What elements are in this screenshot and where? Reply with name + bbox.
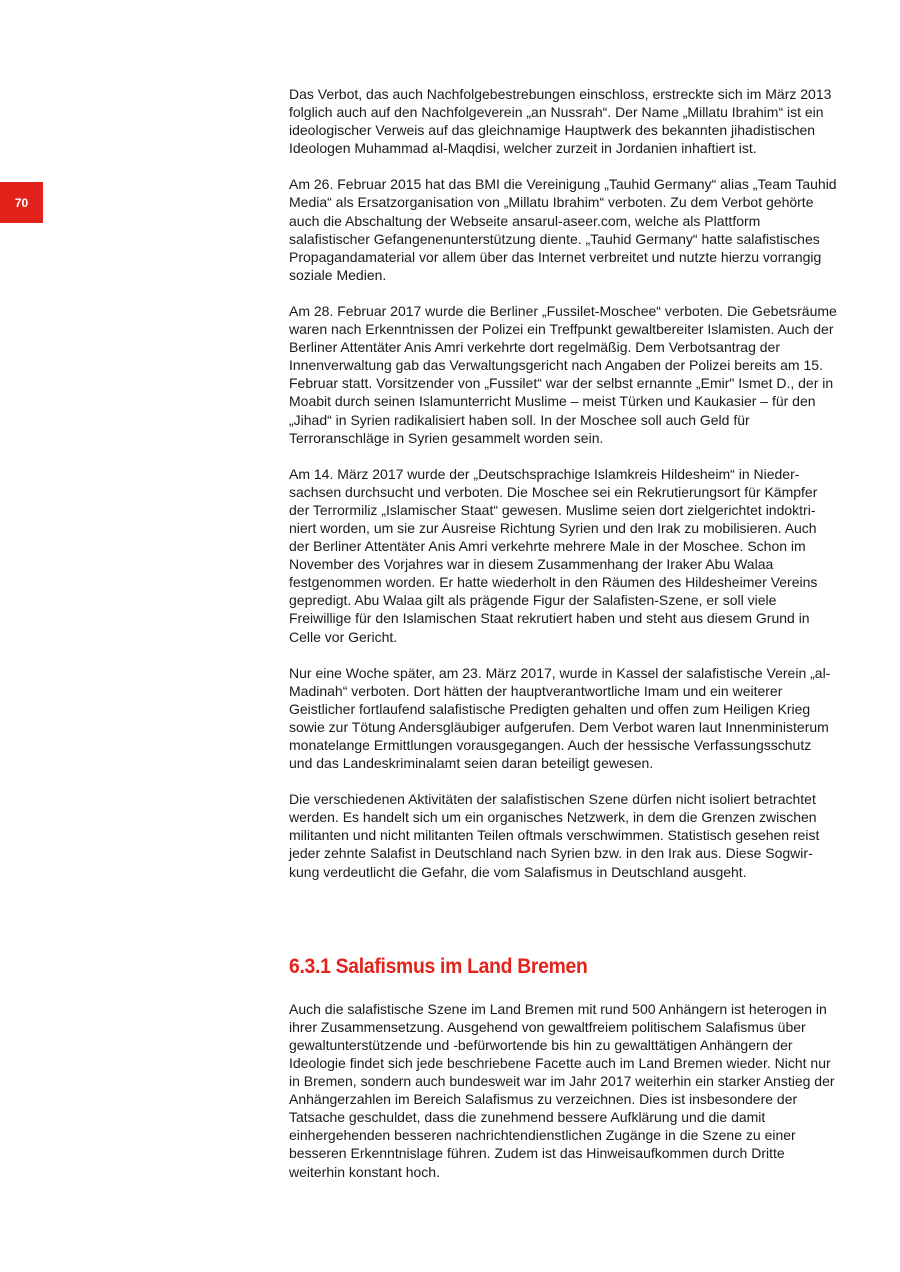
paragraph: Das Verbot, das auch Nachfolgebestrebungen einschloss, erstreckte sich im März 2013 folglich auch auf den Nachfolgeverein „an Nussrah“. Der Name „Millatu Ibrahim“ ist ein ideologischer Verweis auf das gleichnamige Hauptwerk des bekannten jihadistischen Ideologen Muhammad al-Maqdisi, welcher zurzeit in Jordanien inhaftiert ist. bbox=[289, 86, 832, 157]
page-number: 70 bbox=[14, 195, 29, 210]
paragraph: Am 28. Februar 2017 wurde die Berliner „Fussilet-Moschee“ verboten. Die Gebetsräume waren nach Erkenntnissen der Polizei ein Treffpunkt gewaltbereiter Islamisten. Auch der Berliner Attentäter Anis Amri verkehrte dort regelmäßig. Dem Verbotsantrag der Innenverwaltung gab das Verwaltungsgericht nach Angaben der Polizei bereits am 15. Februar statt. Vorsitzender von „Fussilet“ war der selbst ernannte „Emir" Ismet D., der in Moabit durch seinen Islamunterricht Muslime – meist Türken und Kaukasier – für den „Jihad“ in Syrien radikalisiert haben soll. In der Moschee soll auch Geld für Terroranschläge in Syrien gesammelt worden sein. bbox=[289, 302, 837, 446]
main-content bbox=[289, 85, 837, 1199]
paragraph: Auch die salafistische Szene im Land Bremen mit rund 500 Anhängern ist heterogen in ihrer Zusammensetzung. Ausgehend von gewaltfreiem politischem Salafismus über gewaltunterstützende und -befürwortende bis hin zu gewalttätigen Anhängern der Ideologie findet sich jede beschriebene Facette auch im Land Bremen wieder. Nicht nur in Bremen, sondern auch bundesweit war im Jahr 2017 weiterhin ein starker Anstieg der Anhängerzahlen im Bereich Salafismus zu verzeichnen. Dies ist insbesondere der Tatsache geschuldet, dass die zunehmend bessere Aufklärung und die damit einhergehenden besseren nachrichtendienstlichen Zugänge in die Szene zu einer besseren Erkenntnislage führen. Zudem ist das Hinweisaufkommen durch Dritte weiterhin konstant hoch. bbox=[289, 1000, 835, 1180]
paragraph: Nur eine Woche später, am 23. März 2017, wurde in Kassel der salafistische Verein „al-Madinah“ verboten. Dort hätten der hauptverantwortliche Imam und ein weiterer Geistlicher fortlaufend salafistische Predigten gehalten und offen zum Heiligen Krieg sowie zur Tötung Andersgläubiger aufgerufen. Dem Verbot waren laut Innenministerum monatelange Ermittlungen vorausgegangen. Auch der hessische Verfassungsschutz und das Landeskriminalamt seien daran beteiligt gewesen. bbox=[289, 664, 831, 772]
paragraph: Am 14. März 2017 wurde der „Deutschsprachige Islamkreis Hildesheim“ in Niedersachsen durchsucht und verboten. Die Moschee sei ein Rekrutierungsort für Kämpfer der Terrormiliz „Islamischer Staat“ gewesen. Muslime seien dort zielgerichtet indoktriniert worden, um sie zur Ausreise Richtung Syrien und den Irak zu mobilisieren. Auch der Berliner Attentäter Anis Amri verkehrte mehrere Male in der Moschee. Schon im November des Vorjahres war in diesem Zusammenhang der Iraker Abu Walaa festgenommen worden. Er hatte wiederholt in den Räumen des Hildesheimer Vereins gepredigt. Abu Walaa gilt als prägende Figur der Salafisten-Szene, er soll viele Freiwillige für den Islamischen Staat rekrutiert haben und steht aus diesem Grund in Celle vor Gericht. bbox=[289, 465, 818, 645]
paragraph: Die verschiedenen Aktivitäten der salafistischen Szene dürfen nicht isoliert betrachtet werden. Es handelt sich um ein organisches Netzwerk, in dem die Grenzen zwischen militanten und nicht militanten Teilen oftmals verschwimmen. Statistisch gesehen reist jeder zehnte Salafist in Deutschland nach Syrien bzw. in den Irak aus. Diese Sogwirkung verdeutlicht die Gefahr, die vom Salafismus in Deutschland ausgeht. bbox=[289, 791, 820, 880]
page-number-tab bbox=[0, 182, 43, 223]
paragraph: Am 26. Februar 2015 hat das BMI die Vereinigung „Tauhid Germany“ alias „Team Tauhid Media“ als Ersatzorganisation von „Millatu Ibrahim“ verboten. Zu dem Verbot gehörte auch die Abschaltung der Webseite ansarul-aseer.com, welche als Plattform salafistischer Gefangenenunterstützung diente. „Tauhid Germany“ hatte salafistisches Propagandamaterial vor allem über das Internet verbreitet und nutzte hierzu vorrangig soziale Medien. bbox=[289, 176, 837, 283]
section-heading: 6.3.1 Salafismus im Land Bremen bbox=[289, 954, 588, 978]
